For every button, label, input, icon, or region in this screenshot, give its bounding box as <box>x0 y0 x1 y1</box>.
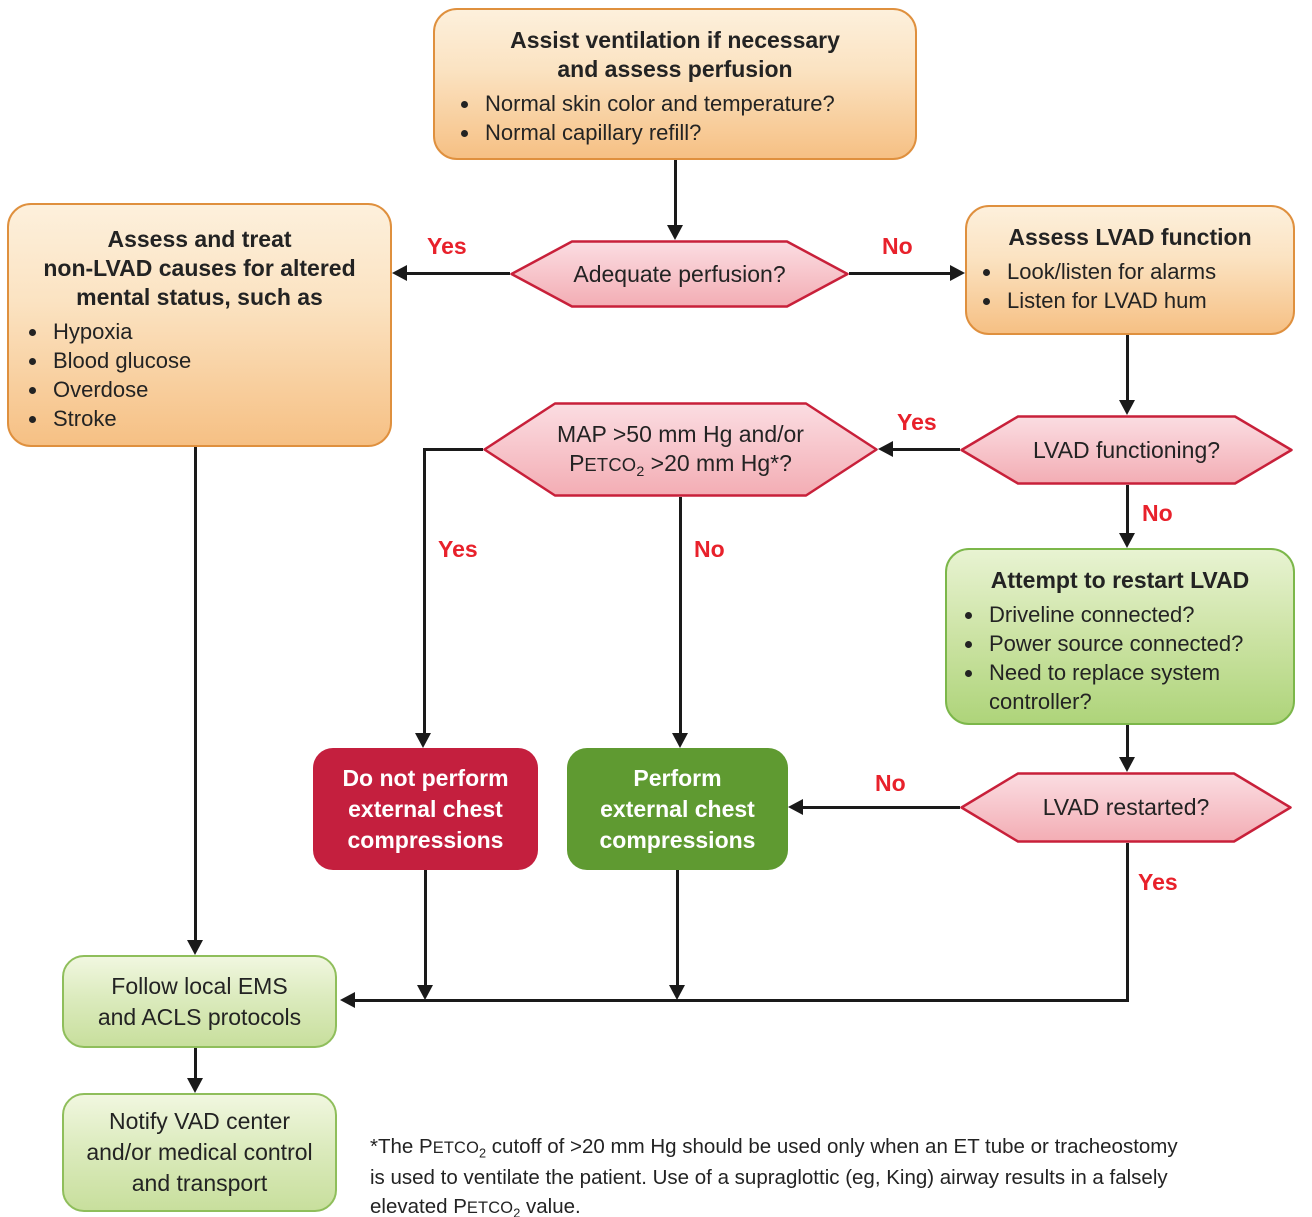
arrowhead-left <box>340 992 355 1008</box>
footnote: *The $PETCO_2$ cutoff of >20 mm Hg should be used only when an ET tube or tracheostomy is used to ventilate the patient. Use of a supraglottic (eg, King) airway results in a falsely elevated $PETCO_2$ value. <box>370 1135 1178 1217</box>
bullet-item: • Power source connected? <box>985 629 1293 658</box>
petco2-term: $PETCO_2$ <box>453 1195 521 1217</box>
node-assist-ventilation <box>433 8 917 160</box>
connector-functioning-yes <box>893 448 960 451</box>
connector-perform-to-merge <box>676 870 679 986</box>
arrowhead-down <box>1119 400 1135 415</box>
node-title: Assess LVAD function <box>1008 224 1252 250</box>
label-functioning-no: No <box>1142 500 1173 526</box>
decision-text: MAP >50 mm Hg and/or $PETCO_2 >20$ mm Hg*? <box>557 421 804 480</box>
decision-map-petco2 <box>483 402 878 497</box>
label-map-yes: Yes <box>438 536 478 562</box>
decision-lvad-restarted <box>960 772 1292 843</box>
connector-assist-to-perfusion <box>674 160 677 225</box>
node-do-not-compress: Do not perform external chest compressions <box>313 748 538 870</box>
bullet-list <box>9 317 390 433</box>
decision-adequate-perfusion <box>510 240 849 308</box>
node-notify-vad-center: Notify VAD center and/or medical control and transport <box>62 1093 337 1212</box>
bullet-item: • Look/listen for alarms <box>1003 257 1293 286</box>
arrowhead-down <box>187 940 203 955</box>
node-follow-ems: Follow local EMS and ACLS protocols <box>62 955 337 1048</box>
bullet-item: • Stroke <box>49 404 390 433</box>
arrowhead-down <box>669 985 685 1000</box>
bullet-item: • Hypoxia <box>49 317 390 346</box>
bullet-item: • Blood glucose <box>49 346 390 375</box>
arrowhead-left <box>392 265 407 281</box>
arrowhead-down <box>1119 757 1135 772</box>
connector-restarted-yes-vertical <box>1126 843 1129 1002</box>
connector-perfusion-no <box>849 272 950 275</box>
bullet-list <box>435 89 915 147</box>
bullet-item: • Listen for LVAD hum <box>1003 286 1293 315</box>
bullet-item: • Normal capillary refill? <box>481 118 915 147</box>
petco2-line: $PETCO_2 >20$ mm Hg*? <box>569 450 792 480</box>
node-title: Assess and treat non-LVAD causes for altered mental status, such as <box>43 226 356 310</box>
node-perform-compressions: Perform external chest compressions <box>567 748 788 870</box>
decision-text: LVAD functioning? <box>1032 436 1221 463</box>
connector-restart-to-restarted <box>1126 725 1129 757</box>
label-perfusion-no: No <box>882 233 913 259</box>
node-title: Assist ventilation if necessary and assess perfusion <box>510 27 840 82</box>
connector-donot-to-merge <box>424 870 427 986</box>
node-assess-lvad-function <box>965 205 1295 335</box>
arrowhead-down <box>415 733 431 748</box>
connector-nonlvad-to-ems <box>194 447 197 941</box>
petco2-term: $PETCO_2$ <box>419 1135 487 1161</box>
connector-restarted-no <box>802 806 960 809</box>
arrowhead-right <box>950 265 965 281</box>
connector-map-yes-horizontal <box>425 448 483 451</box>
bullet-list <box>947 600 1293 716</box>
label-functioning-yes: Yes <box>897 409 937 435</box>
bullet-list <box>967 257 1293 315</box>
connector-perfusion-yes <box>407 272 510 275</box>
connector-assess-to-functioning <box>1126 335 1129 401</box>
decision-lvad-functioning <box>960 415 1293 485</box>
node-attempt-restart-lvad <box>945 548 1295 725</box>
arrowhead-down <box>667 225 683 240</box>
connector-map-yes-vertical <box>423 448 426 733</box>
arrowhead-down <box>417 985 433 1000</box>
arrowhead-down <box>672 733 688 748</box>
connector-merge-to-ems <box>355 999 1129 1002</box>
bullet-item: • Need to replace system controller? <box>985 658 1239 716</box>
arrowhead-down <box>1119 533 1135 548</box>
label-map-no: No <box>694 536 725 562</box>
connector-functioning-no <box>1126 485 1129 533</box>
connector-ems-to-notify <box>194 1048 197 1078</box>
decision-text: LVAD restarted? <box>1042 794 1210 820</box>
arrowhead-left <box>788 799 803 815</box>
bullet-item: • Normal skin color and temperature? <box>481 89 915 118</box>
bullet-item: • Overdose <box>49 375 390 404</box>
label-perfusion-yes: Yes <box>427 233 467 259</box>
node-non-lvad-causes <box>7 203 392 447</box>
arrowhead-down <box>187 1078 203 1093</box>
decision-text: Adequate perfusion? <box>573 260 786 287</box>
label-restarted-no: No <box>875 770 906 796</box>
bullet-item: • Driveline connected? <box>985 600 1293 629</box>
label-restarted-yes: Yes <box>1138 869 1178 895</box>
arrowhead-left <box>878 441 893 457</box>
petco2-term: $PETCO_2$ <box>569 450 645 480</box>
connector-map-no <box>679 497 682 733</box>
node-title: Attempt to restart LVAD <box>990 567 1250 593</box>
